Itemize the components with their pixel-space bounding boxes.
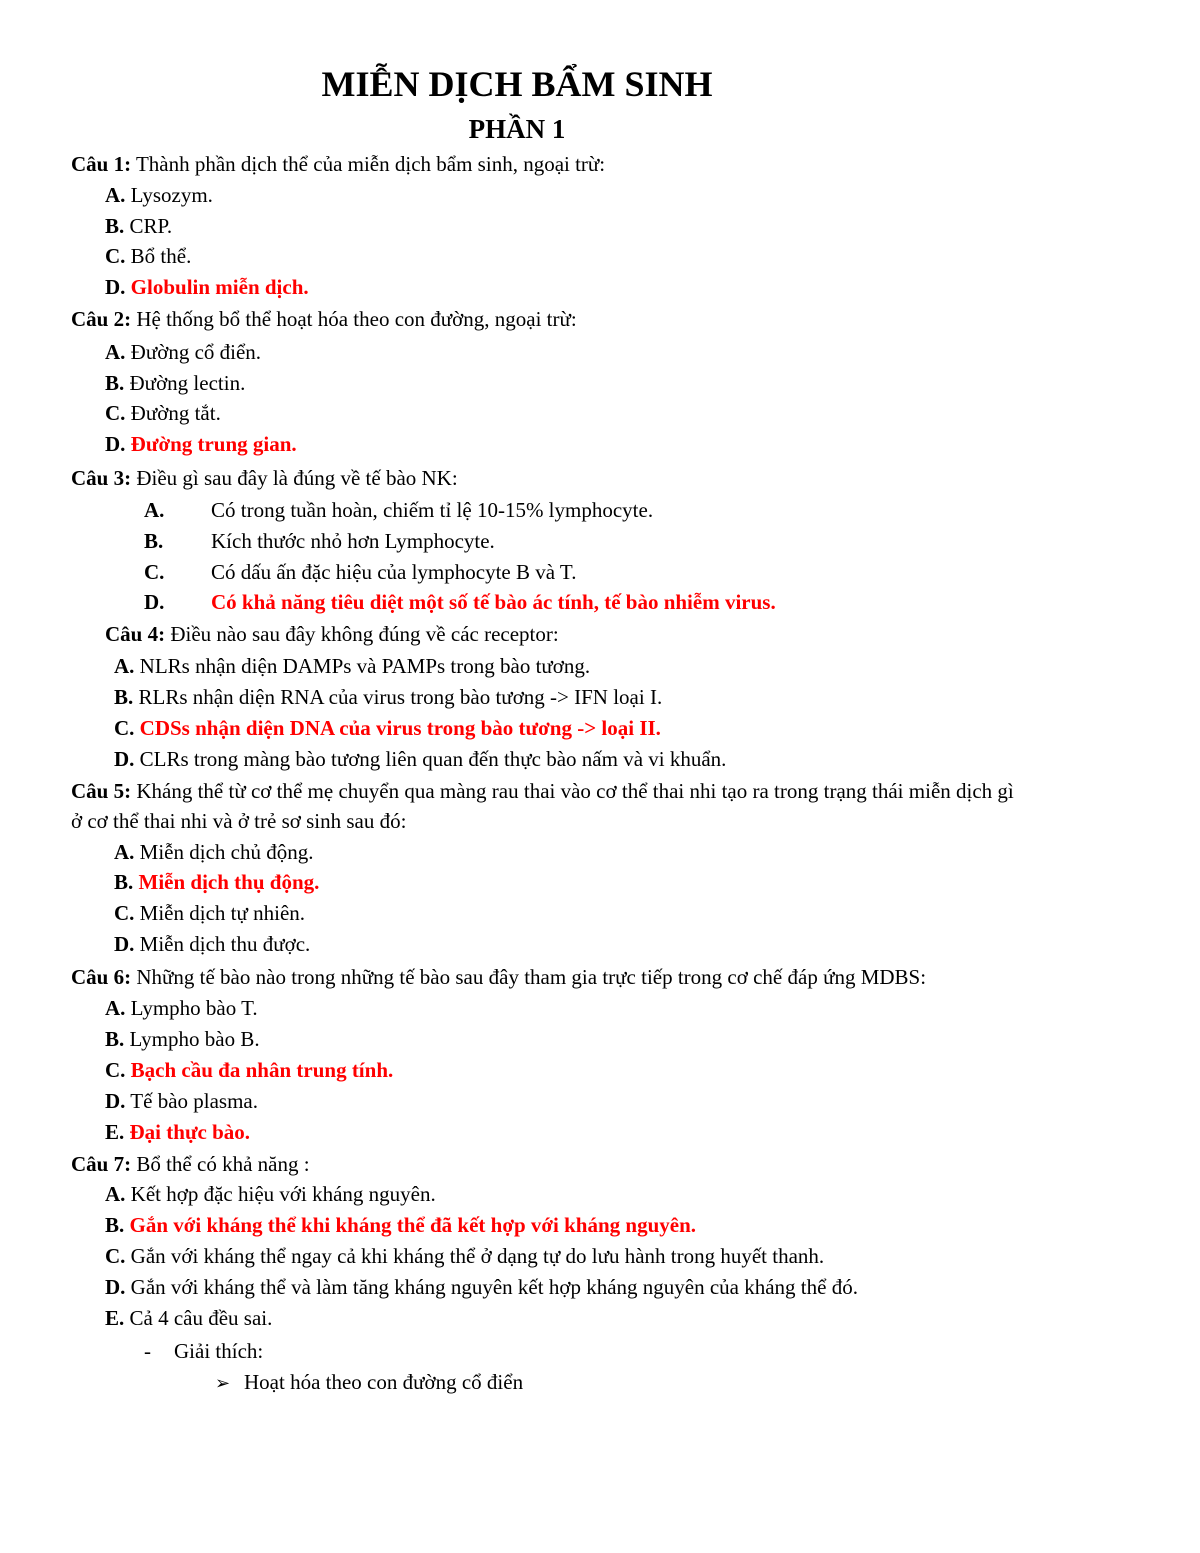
question-text: Điều nào sau đây không đúng về các receptor: xyxy=(165,622,559,646)
option-letter: B. xyxy=(105,214,125,238)
option-text: Gắn với kháng thể và làm tăng kháng nguyên kết hợp kháng nguyên của kháng thể đó. xyxy=(125,1275,858,1299)
option-text: Đường tắt. xyxy=(125,401,221,425)
question-1 xyxy=(71,150,605,178)
document-subtitle: PHẦN 1 xyxy=(468,114,566,144)
option-letter: A. xyxy=(114,654,135,678)
question-label: Câu 1: xyxy=(71,152,132,176)
option-3d-correct xyxy=(144,588,776,616)
option-6e-correct xyxy=(105,1118,250,1146)
option-letter: C. xyxy=(114,716,135,740)
option-5d xyxy=(114,930,310,958)
option-text: Đường cổ điển. xyxy=(125,340,262,364)
correct-answer-text: Đại thực bào. xyxy=(124,1120,251,1144)
option-letter: D. xyxy=(105,1275,126,1299)
option-2d-correct xyxy=(105,430,297,458)
explanation-item-text: Hoạt hóa theo con đường cổ điển xyxy=(244,1370,524,1394)
option-letter: B. xyxy=(105,371,125,395)
option-text: Kích thước nhỏ hơn Lymphocyte. xyxy=(211,529,495,553)
option-7c xyxy=(105,1242,824,1270)
option-text: Cả 4 câu đều sai. xyxy=(124,1306,273,1330)
option-letter: A. xyxy=(105,340,126,364)
option-letter: B. xyxy=(144,529,164,553)
option-4b xyxy=(114,683,662,711)
option-text: Có dấu ấn đặc hiệu của lymphocyte B và T. xyxy=(211,560,577,584)
arrow-bullet-icon: ➢ xyxy=(215,1373,231,1394)
option-1c xyxy=(105,242,191,270)
option-letter: C. xyxy=(105,401,126,425)
question-label: Câu 2: xyxy=(71,307,132,331)
option-5b-correct xyxy=(114,868,319,896)
explanation-item xyxy=(215,1368,523,1398)
document-title: MIỄN DỊCH BẨM SINH xyxy=(321,64,713,104)
option-letter: C. xyxy=(105,1244,126,1268)
option-letter: D. xyxy=(114,932,135,956)
option-letter: D. xyxy=(105,432,126,456)
option-7d xyxy=(105,1273,858,1301)
option-letter: B. xyxy=(105,1027,125,1051)
question-label: Câu 3: xyxy=(71,466,132,490)
option-text: Miễn dịch chủ động. xyxy=(134,840,314,864)
option-2a xyxy=(105,338,261,366)
option-letter: C. xyxy=(105,1058,126,1082)
option-1a xyxy=(105,181,213,209)
option-4a xyxy=(114,652,590,680)
option-7a xyxy=(105,1180,436,1208)
option-letter: E. xyxy=(105,1120,125,1144)
question-6 xyxy=(71,963,926,991)
correct-answer-text: Bạch cầu đa nhân trung tính. xyxy=(125,1058,394,1082)
correct-answer-text: Gắn với kháng thể khi kháng thể đã kết hợp với kháng nguyên. xyxy=(124,1213,697,1237)
question-label: Câu 7: xyxy=(71,1152,132,1176)
option-5a xyxy=(114,838,313,866)
option-text: Kết hợp đặc hiệu với kháng nguyên. xyxy=(125,1182,436,1206)
option-letter: C. xyxy=(105,244,126,268)
option-4c-correct xyxy=(114,714,661,742)
option-text: CLRs trong màng bào tương liên quan đến thực bào nấm và vi khuẩn. xyxy=(134,747,727,771)
correct-answer-text: Đường trung gian. xyxy=(125,432,297,456)
dash-bullet: - xyxy=(144,1339,151,1363)
question-2 xyxy=(71,305,577,333)
option-text: Miễn dịch tự nhiên. xyxy=(134,901,306,925)
question-text: Điều gì sau đây là đúng về tế bào NK: xyxy=(131,466,458,490)
explanation-bullet xyxy=(144,1337,263,1365)
question-text: Thành phần dịch thể của miễn dịch bẩm sinh, ngoại trừ: xyxy=(131,152,606,176)
option-letter: D. xyxy=(144,590,165,614)
option-text: Đường lectin. xyxy=(124,371,246,395)
option-letter: B. xyxy=(105,1213,125,1237)
option-letter: A. xyxy=(114,840,135,864)
option-1d-correct xyxy=(105,273,309,301)
option-letter: C. xyxy=(144,560,165,584)
question-text: Kháng thể từ cơ thể mẹ chuyển qua màng rau thai vào cơ thể thai nhi tạo ra trong trạng thái miễn dịch gì xyxy=(131,779,1014,803)
option-6d xyxy=(105,1087,258,1115)
option-6b xyxy=(105,1025,260,1053)
question-label: Câu 4: xyxy=(105,622,166,646)
option-2c xyxy=(105,399,221,427)
option-7e xyxy=(105,1304,272,1332)
option-text: Bổ thể. xyxy=(125,244,192,268)
option-letter: B. xyxy=(114,870,134,894)
option-text: RLRs nhận diện RNA của virus trong bào tương -> IFN loại I. xyxy=(133,685,663,709)
option-letter: D. xyxy=(114,747,135,771)
option-6a xyxy=(105,994,258,1022)
option-1b xyxy=(105,212,172,240)
question-5-continuation: ở cơ thể thai nhi và ở trẻ sơ sinh sau đó: xyxy=(71,809,407,833)
question-5 xyxy=(71,777,1014,805)
option-letter: A. xyxy=(144,498,165,522)
correct-answer-text: Có khả năng tiêu diệt một số tế bào ác tính, tế bào nhiễm virus. xyxy=(211,590,776,614)
option-2b xyxy=(105,369,245,397)
option-5c xyxy=(114,899,305,927)
option-3b xyxy=(144,527,495,555)
option-letter: E. xyxy=(105,1306,125,1330)
option-letter: B. xyxy=(114,685,134,709)
option-text: Miễn dịch thu được. xyxy=(134,932,311,956)
option-7b-correct xyxy=(105,1211,696,1239)
option-letter: C. xyxy=(114,901,135,925)
option-text: Lysozym. xyxy=(125,183,213,207)
option-letter: A. xyxy=(105,1182,126,1206)
question-text: Bổ thể có khả năng : xyxy=(131,1152,310,1176)
option-text: CRP. xyxy=(124,214,173,238)
option-text: Tế bào plasma. xyxy=(125,1089,258,1113)
option-6c-correct xyxy=(105,1056,393,1084)
option-3a xyxy=(144,496,653,524)
option-letter: D. xyxy=(105,275,126,299)
question-3 xyxy=(71,464,458,492)
question-label: Câu 6: xyxy=(71,965,132,989)
question-4 xyxy=(105,620,559,648)
option-letter: D. xyxy=(105,1089,126,1113)
option-text: Gắn với kháng thể ngay cả khi kháng thể ở dạng tự do lưu hành trong huyết thanh. xyxy=(125,1244,825,1268)
question-label: Câu 5: xyxy=(71,779,132,803)
question-text: Hệ thống bổ thể hoạt hóa theo con đường, ngoại trừ: xyxy=(131,307,577,331)
option-text: NLRs nhận diện DAMPs và PAMPs trong bào tương. xyxy=(134,654,591,678)
option-text: Có trong tuần hoàn, chiếm tỉ lệ 10-15% lymphocyte. xyxy=(211,498,654,522)
question-7 xyxy=(71,1150,310,1178)
option-3c xyxy=(144,558,576,586)
option-letter: A. xyxy=(105,183,126,207)
correct-answer-text: CDSs nhận diện DNA của virus trong bào tương -> loại II. xyxy=(134,716,661,740)
option-text: Lympho bào B. xyxy=(124,1027,260,1051)
option-letter: A. xyxy=(105,996,126,1020)
correct-answer-text: Globulin miễn dịch. xyxy=(125,275,309,299)
explanation-label: Giải thích: xyxy=(174,1339,264,1363)
question-text: Những tế bào nào trong những tế bào sau đây tham gia trực tiếp trong cơ chế đáp ứng MDBS: xyxy=(131,965,927,989)
correct-answer-text: Miễn dịch thụ động. xyxy=(133,870,320,894)
option-4d xyxy=(114,745,726,773)
option-text: Lympho bào T. xyxy=(125,996,258,1020)
